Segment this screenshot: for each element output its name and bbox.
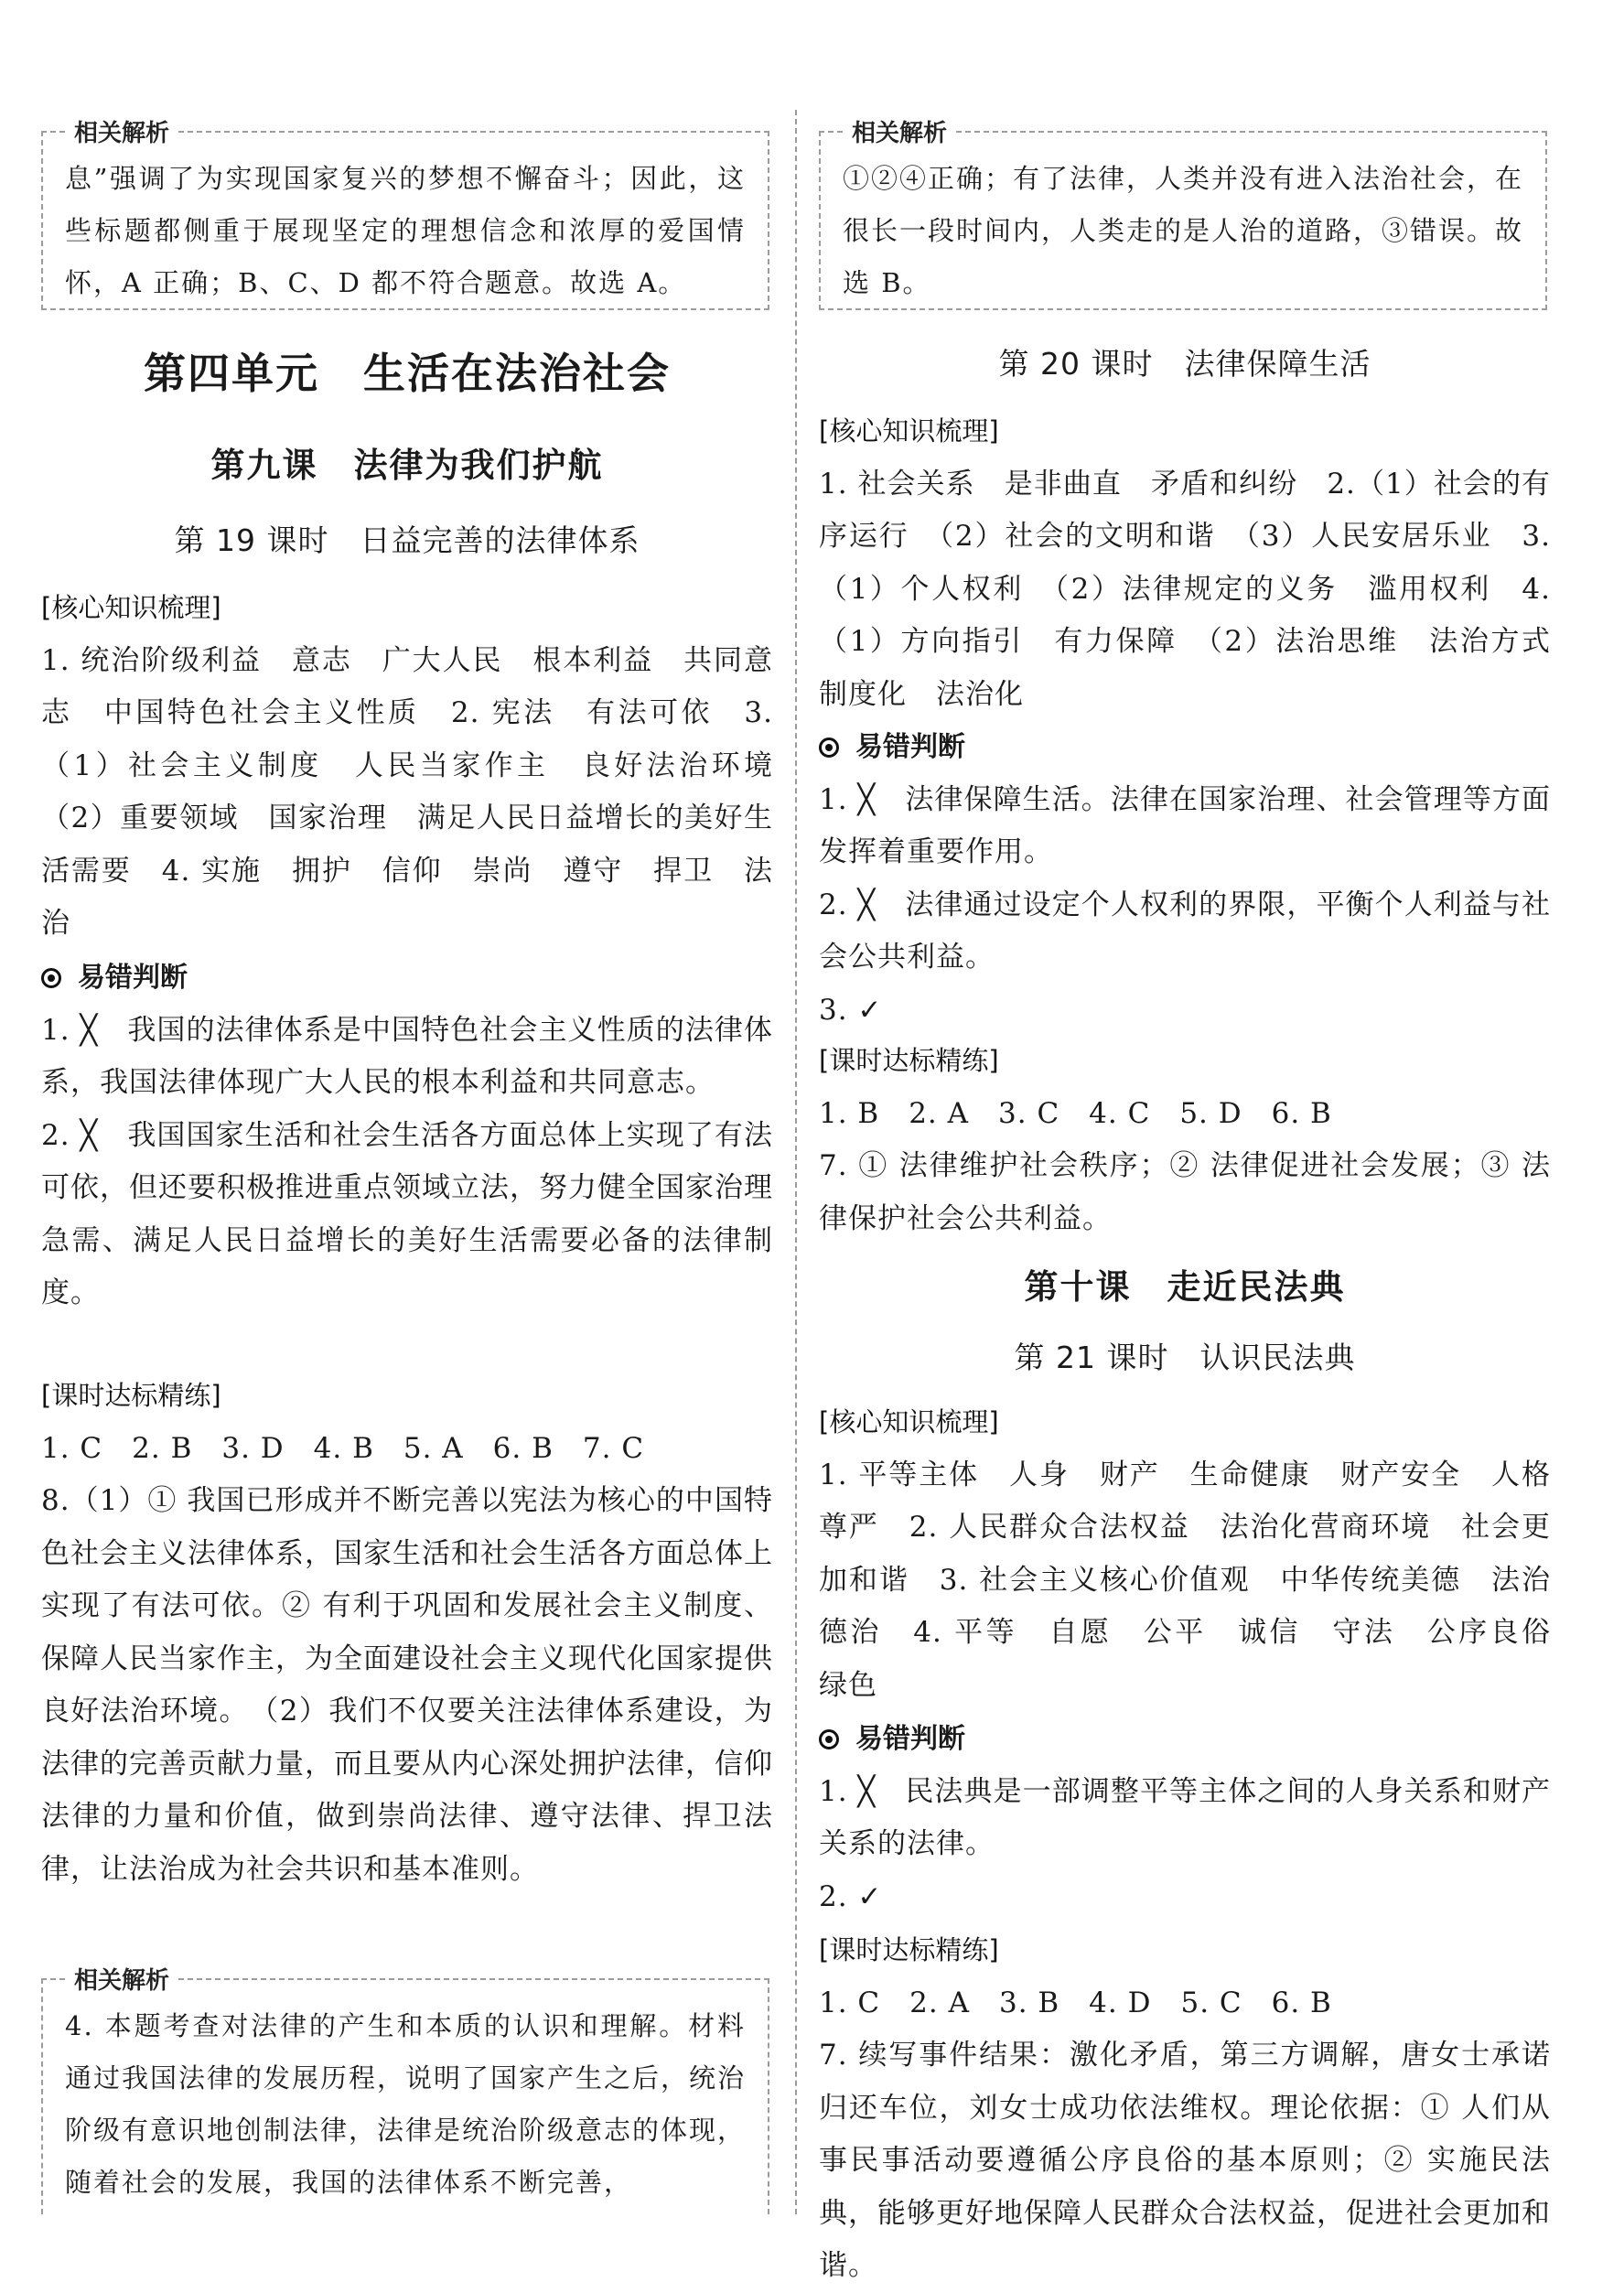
target-bullet-icon [819,1729,839,1749]
judgment-item: 2. ✓ [819,1879,883,1913]
section-header: [课时达标精练] [819,1934,999,1965]
section-header: 易错判断 [819,1713,1551,1766]
section-header: [核心知识梳理] [819,1406,999,1437]
knowledge-text: 1. 平等主体 人身 财产 生命健康 财产安全 人格尊严 2. 人民群众合法权益 法治化营商环境 社会更加和谐 3. 社会主义核心价值观 中华传统美德 法治 德治 4. 平等 自愿 公平 诚信 守法 公序良俗 绿色 [819,1458,1580,1702]
analysis-text: 4. 本题考查对法律的产生和本质的认识和理解。材料通过我国法律的发展历程，说明了国家产生之后，统治阶级有意识地创制法律，法律是统治阶级意志的体现，随着社会的发展，我国的法律体系不断完善， [65,2010,747,2198]
lesson-title: 第九课 法律为我们护航 [210,446,604,485]
analysis-box [41,120,769,310]
target-bullet-icon [41,968,61,988]
answer-line: 1. B 2. A 3. C 4. C 5. D 6. B [819,1096,1332,1130]
unit-title: 第四单元 生活在法治社会 [144,349,671,398]
analysis-box [819,120,1547,310]
section-header: [核心知识梳理] [819,415,999,447]
judgment-item: 3. ✓ [819,993,883,1027]
section-header: [核心知识梳理] [41,592,221,623]
answer-line: 1. C 2. A 3. B 4. D 5. C 6. B [819,1986,1332,2019]
judgment-item: 1. ╳ 民法典是一部调整平等主体之间的人身关系和财产关系的法律。 [819,1774,1551,1860]
answer-q7: 7. ① 法律维护社会秩序；② 法律促进社会发展；③ 法律保护社会公共利益。 [819,1149,1551,1235]
period-title: 第 21 课时 认识民法典 [1014,1340,1356,1375]
target-bullet-icon [819,737,839,758]
answer-line: 1. C 2. B 3. D 4. B 5. A 6. B 7. C [41,1431,645,1465]
answer-q8: 8.（1）① 我国已形成并不断完善以宪法为核心的中国特色社会主义法律体系，国家生活和社会生活各方面总体上实现了有法可依。② 有利于巩固和发展社会主义制度、保障人民当家作主，为全面建设社会主义现代化国家提供良好法治环境。 （2）我们不仅要关注法律体系建设，为法律的完善贡献力量，而且要从内心深处拥护法律，信仰法律的力量和价值，做到崇尚法律、遵守法律、捍卫法律，让法治成为社会共识和基本准则。 [41,1484,773,1886]
practice-section [819,1035,1551,1245]
knowledge-section [41,582,802,951]
analysis-text: ①②④正确；有了法律，人类并没有进入法治社会，在很长一段时间内，人类走的是人治的道路，③错误。故选 B。 [843,163,1524,298]
analysis-box-label: 相关解析 [846,114,956,148]
error-judgment-section [819,1713,1551,1923]
knowledge-text: 1. 社会关系 是非曲直 矛盾和纠纷 2.（1）社会的有序运行 （2）社会的文明和谐 （3）人民安居乐业 3.（1）个人权利 （2）法律规定的义务 滥用权利 4.（1）方向指引 有力保障 （2）法治思维 法治方式 制度化 法治化 [819,467,1580,711]
analysis-box-label: 相关解析 [69,114,178,148]
judgment-item: 1. ╳ 我国的法律体系是中国特色社会主义性质的法律体系，我国法律体现广大人民的根本利益和共同意志。 [41,1013,773,1099]
judgment-item: 2. ╳ 法律通过设定个人权利的界限，平衡个人利益与社会公共利益。 [819,888,1551,974]
section-header: [课时达标精练] [819,1045,999,1076]
knowledge-section [819,1396,1580,1712]
period-title: 第 20 课时 法律保障生活 [998,346,1371,382]
judgment-item: 2. ╳ 我国国家生活和社会生活各方面总体上实现了有法可依，但还要积极推进重点领域立法，努力健全国家治理急需、满足人民日益增长的美好生活需要必备的法律制度。 [41,1118,773,1309]
answer-q7: 7. 续写事件结果：激化矛盾，第三方调解，唐女士承诺归还车位，刘女士成功依法维权。理论依据：① 人们从事民事活动要遵循公序良俗的基本原则；② 实施民法典，能够更好地保障人民群众合法权益，促进社会更加和谐。 [819,2039,1551,2282]
analysis-box [41,1967,769,2214]
practice-section [819,1924,1551,2293]
lesson-title: 第十课 走近民法典 [1024,1267,1346,1307]
error-judgment-section [41,952,773,1320]
knowledge-section [819,405,1580,721]
analysis-box-label: 相关解析 [69,1962,178,1996]
column-divider [795,110,797,2214]
section-header: [课时达标精练] [41,1380,221,1411]
period-title: 第 19 课时 日益完善的法律体系 [174,522,640,558]
section-header: 易错判断 [819,721,1551,774]
analysis-text: 息”强调了为实现国家复兴的梦想不懈奋斗；因此，这些标题都侧重于展现坚定的理想信念和浓厚的爱国情怀，A 正确；B、C、D 都不符合题意。故选 A。 [65,163,746,298]
practice-section [41,1370,773,1896]
knowledge-text: 1. 统治阶级利益 意志 广大人民 根本利益 共同意志 中国特色社会主义性质 2. 宪法 有法可依 3.（1）社会主义制度 人民当家作主 良好法治环境 （2）重要领域 国家治理 满足人民日益增长的美好生活需要 4. 实施 拥护 信仰 崇尚 遵守 捍卫 法治 [41,643,802,940]
section-header: 易错判断 [41,952,773,1005]
error-judgment-section [819,721,1551,1037]
judgment-item: 1. ╳ 法律保障生活。法律在国家治理、社会管理等方面发挥着重要作用。 [819,782,1551,868]
